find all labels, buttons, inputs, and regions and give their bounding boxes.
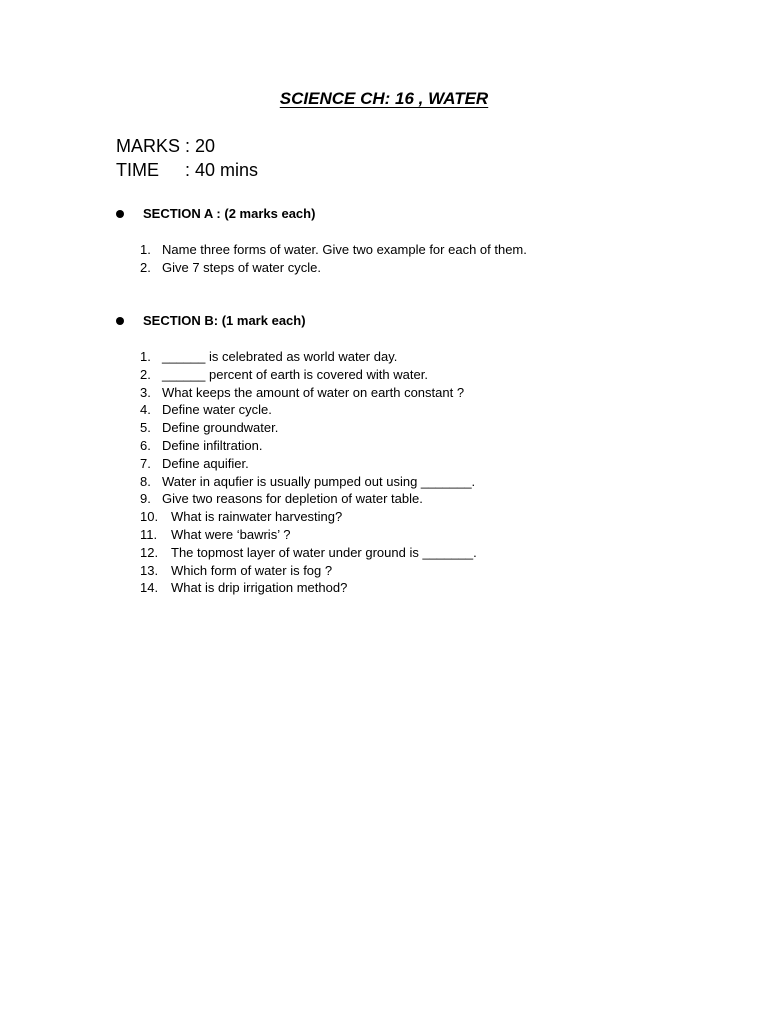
question-number: 4.	[140, 402, 151, 418]
time-label: TIME	[116, 160, 159, 180]
list-item	[140, 490, 477, 508]
list-item	[140, 259, 527, 277]
question-number: 9.	[140, 491, 151, 507]
question-text: Define water cycle.	[162, 402, 272, 418]
question-number: 7.	[140, 455, 151, 471]
section-a-title: SECTION A : (2 marks each)	[143, 206, 316, 221]
list-item	[140, 455, 477, 473]
page-title: SCIENCE CH: 16 , WATER	[279, 89, 489, 108]
question-text: Define infiltration.	[162, 437, 263, 453]
time-line	[116, 160, 258, 181]
section-a-heading	[116, 206, 315, 221]
question-text: What is rainwater harvesting?	[171, 509, 343, 525]
section-b-heading	[116, 313, 306, 328]
question-number: 13.	[140, 562, 159, 578]
marks-value: : 20	[185, 136, 216, 156]
question-number: 5.	[140, 420, 151, 436]
question-number: 6.	[140, 437, 151, 453]
list-item	[140, 473, 477, 491]
question-number: 14.	[140, 580, 159, 596]
question-number: 2.	[140, 259, 151, 275]
marks-label: MARKS	[116, 136, 181, 156]
question-number: 3.	[140, 384, 151, 400]
question-text: Define aquifier.	[162, 455, 249, 471]
question-number: 11.	[140, 526, 158, 542]
list-item	[140, 366, 477, 384]
list-item	[140, 579, 477, 597]
question-number: 2.	[140, 366, 151, 382]
list-item	[140, 348, 477, 366]
list-item	[140, 544, 477, 562]
section-a-questions	[140, 241, 527, 277]
list-item	[140, 562, 477, 580]
question-text: The topmost layer of water under ground is _______.	[171, 544, 477, 560]
section-b-questions	[140, 348, 477, 597]
question-text: Which form of water is fog ?	[171, 562, 333, 578]
question-text: What is drip irrigation method?	[171, 580, 348, 596]
question-text: Give 7 steps of water cycle.	[162, 259, 321, 275]
list-item	[140, 401, 477, 419]
question-text: ______ is celebrated as world water day.	[162, 349, 398, 364]
question-number: 1.	[140, 242, 151, 257]
list-item	[140, 241, 527, 259]
question-text: Give two reasons for depletion of water table.	[162, 491, 423, 507]
marks-line	[116, 136, 215, 157]
time-value: : 40 mins	[185, 160, 259, 180]
list-item	[140, 508, 477, 526]
list-item	[140, 419, 477, 437]
question-text: Name three forms of water. Give two example for each of them.	[162, 242, 527, 257]
question-text: What were ‘bawris’ ?	[171, 526, 291, 542]
list-item	[140, 526, 477, 544]
bullet-icon	[116, 317, 124, 325]
question-text: ______ percent of earth is covered with water.	[162, 366, 428, 382]
question-text: Water in aqufier is usually pumped out using _______.	[162, 473, 476, 489]
section-b-title: SECTION B: (1 mark each)	[143, 313, 306, 328]
bullet-icon	[116, 210, 124, 218]
question-number: 1.	[140, 349, 151, 364]
question-text: What keeps the amount of water on earth constant ?	[162, 384, 465, 400]
question-number: 8.	[140, 473, 151, 489]
list-item	[140, 384, 477, 402]
question-number: 12.	[140, 544, 159, 560]
question-number: 10.	[140, 509, 159, 525]
question-text: Define groundwater.	[162, 420, 279, 436]
list-item	[140, 437, 477, 455]
